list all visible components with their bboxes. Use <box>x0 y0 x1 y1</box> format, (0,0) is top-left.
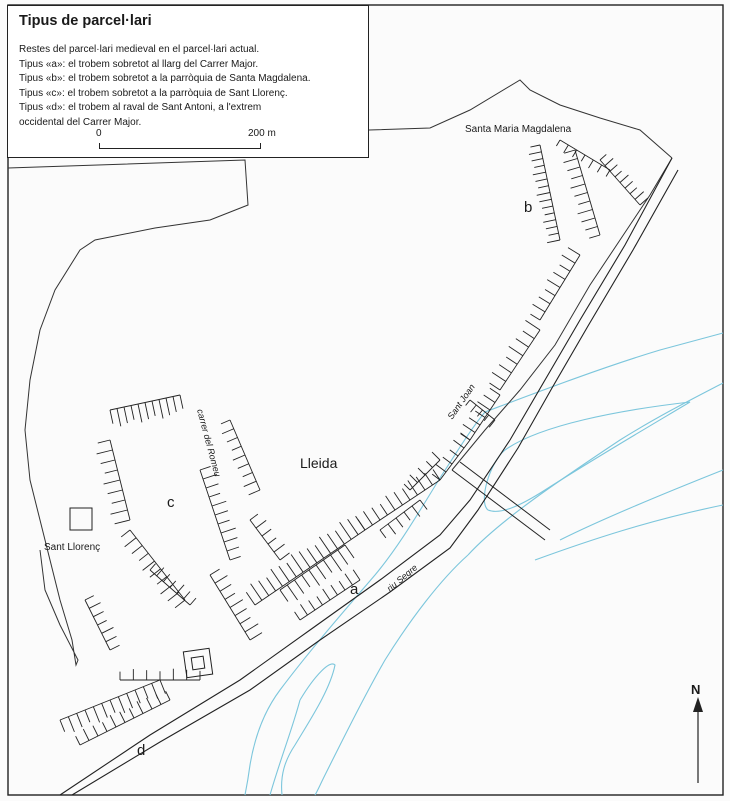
label-lleida: Lleida <box>300 455 338 471</box>
parcel-line <box>111 510 128 514</box>
parcel-line <box>125 538 136 547</box>
parcel-line <box>299 552 310 568</box>
parcel-line <box>232 446 241 450</box>
parcel-line <box>166 398 170 415</box>
parcel-line <box>418 468 425 475</box>
parcel-line <box>547 240 560 243</box>
parcel-line <box>530 314 540 320</box>
parcel-line <box>221 420 230 424</box>
parcel-line <box>215 511 228 515</box>
parcel-line <box>345 545 354 558</box>
parcel-line <box>567 167 580 171</box>
parcel-line <box>564 145 569 153</box>
parcel-line <box>112 500 125 503</box>
parcel-line <box>101 460 115 464</box>
parcel-line <box>542 206 553 208</box>
parcel-line <box>410 475 418 483</box>
parcel-line <box>60 720 65 732</box>
parcel-line <box>386 496 395 510</box>
parcel-line <box>300 604 307 615</box>
parcel-line <box>120 712 125 723</box>
parcel-line <box>175 600 185 608</box>
parcel-line <box>331 585 338 595</box>
legend-text <box>19 43 310 130</box>
parcel-line <box>127 693 133 708</box>
parcel-blocks <box>60 140 648 745</box>
parcel-line <box>221 528 236 533</box>
parcel-line <box>240 617 250 623</box>
river-channel-east-2 <box>535 505 723 560</box>
parcel-line <box>363 511 372 525</box>
parcel-line <box>97 450 113 454</box>
label-north: N <box>691 682 701 697</box>
parcel-line <box>532 159 543 161</box>
parcel-line <box>564 159 578 163</box>
parcel-line <box>77 713 82 727</box>
parcel-line <box>93 707 99 723</box>
parcel-line <box>589 235 600 238</box>
parcel-line <box>339 581 345 590</box>
parcel-line <box>372 508 380 520</box>
parcel-line <box>222 429 234 434</box>
parcel-line <box>538 186 548 188</box>
parcel-line <box>625 181 633 188</box>
parcel-line <box>215 575 227 583</box>
parcel-line <box>610 165 617 172</box>
parcel-line <box>568 248 580 255</box>
parcel-line <box>150 564 156 570</box>
parcel-line <box>76 736 80 745</box>
parcel-line <box>484 395 495 403</box>
parcel-line <box>509 346 523 355</box>
parcel-line <box>571 176 582 179</box>
parcel-line <box>110 410 113 424</box>
parcel-line <box>539 297 550 304</box>
parcel-line <box>396 518 403 527</box>
parcel-line <box>380 530 386 538</box>
parcel-line <box>530 145 540 147</box>
parcel-line <box>271 569 283 586</box>
parcel-line <box>249 490 260 495</box>
parcel-line <box>309 570 320 585</box>
parcel-line <box>335 531 344 544</box>
parcel-line <box>556 140 560 146</box>
parcel-line <box>523 331 534 339</box>
label-riu-segre: riu Segre <box>384 562 420 594</box>
parcel-line <box>115 520 130 524</box>
parcel-line <box>516 339 529 347</box>
parcel-line <box>85 710 90 722</box>
river-bar-lower <box>282 664 335 795</box>
parcel-edge <box>380 500 420 530</box>
parcel-line <box>307 548 317 562</box>
parcel-line <box>256 520 266 528</box>
parcel-line <box>560 265 570 271</box>
parcel-line <box>118 697 124 713</box>
parcel-line <box>238 464 249 469</box>
parcel-line <box>218 520 230 524</box>
parcel-edge <box>500 330 540 390</box>
parcel-line <box>630 188 637 194</box>
parcel-line <box>280 590 288 602</box>
legend-box <box>7 5 369 158</box>
parcel-line <box>323 560 332 572</box>
parcel-line <box>545 290 555 296</box>
parcel-line <box>492 372 506 381</box>
parcel-line <box>259 581 269 596</box>
parcel-line <box>380 504 387 515</box>
plaza-squares <box>70 508 213 678</box>
parcel-line <box>533 304 545 312</box>
scale-end-label: 200 m <box>248 128 276 139</box>
legend-line: Tipus «a»: el trobem sobretot al llarg del Carrer Major. <box>19 58 259 70</box>
parcel-line <box>190 598 196 605</box>
label-type-a: a <box>350 581 359 598</box>
parcel-line <box>287 585 297 600</box>
parcel-line <box>152 401 155 416</box>
parcel-line <box>93 726 98 736</box>
parcel-line <box>173 397 176 412</box>
river-bank-lower <box>270 700 300 795</box>
parcel-line <box>404 512 410 520</box>
parcel-line <box>309 600 315 610</box>
parcel-line <box>358 520 365 530</box>
parcel-edge <box>130 530 185 600</box>
parcel-line <box>245 624 258 632</box>
parcel-line <box>606 170 610 177</box>
parcel-line <box>139 553 148 560</box>
parcel-line <box>546 226 557 228</box>
parcel-line <box>224 538 237 542</box>
parcel-line <box>280 553 290 560</box>
parcel-line <box>89 603 100 609</box>
parcel-line <box>553 272 565 279</box>
city-boundary <box>8 160 248 665</box>
parcel-line <box>295 612 300 620</box>
parcel-line <box>106 636 117 641</box>
parcel-line <box>159 400 163 419</box>
parcel-line <box>537 193 550 196</box>
parcel-line <box>499 365 511 373</box>
parcel-line <box>83 729 89 740</box>
parcel-line <box>143 561 155 570</box>
parcel-line <box>105 470 118 473</box>
parcel-line <box>564 150 575 153</box>
parcel-line <box>402 489 410 500</box>
parcel-line <box>104 480 120 484</box>
parcel-line <box>543 220 555 223</box>
parcel-line <box>124 407 127 423</box>
north-arrow <box>693 697 703 783</box>
river-channel-east <box>560 470 723 540</box>
parcel-line <box>287 563 296 577</box>
parcel-line <box>433 470 440 480</box>
parcel-line <box>110 700 115 713</box>
parcel-line <box>432 474 440 480</box>
parcel-line <box>235 608 247 615</box>
parcel-line <box>143 687 148 699</box>
scale-line <box>99 143 261 149</box>
parcel-line <box>432 452 440 460</box>
parcel-line <box>597 165 601 172</box>
parcel-line <box>210 569 220 575</box>
parcel-line <box>102 627 114 633</box>
parcel-line <box>574 193 587 197</box>
parcel-line <box>227 438 238 443</box>
river-bank-south <box>468 383 723 555</box>
parcel-line <box>121 530 130 537</box>
parcel-line <box>425 473 433 485</box>
river-segre <box>245 333 723 795</box>
parcel-line <box>180 395 183 409</box>
parcel-line <box>529 152 541 155</box>
parcel-edge <box>440 440 470 480</box>
parcel-line <box>209 493 220 497</box>
parcel-line <box>331 555 342 571</box>
parcel-line <box>146 698 152 709</box>
carrer-major <box>60 158 678 795</box>
parcel-line <box>327 534 337 549</box>
parcel-line <box>243 473 253 477</box>
parcel-line <box>279 566 290 581</box>
parcel-line <box>600 154 606 160</box>
parcel-line <box>225 593 235 599</box>
parcel-line <box>102 722 107 731</box>
label-santa-maria: Santa Maria Magdalena <box>465 124 572 135</box>
label-sant-llorenc: Sant Llorenç <box>44 542 101 553</box>
parcel-line <box>110 645 120 650</box>
parcel-line <box>233 455 245 460</box>
parcel-line <box>117 409 121 427</box>
river-island <box>484 402 690 511</box>
parcel-line <box>581 218 595 222</box>
legend-line: occidental del Carrer Major. <box>19 116 142 128</box>
parcel-line <box>317 596 323 605</box>
legend-line: Tipus «b»: el trobem sobretot a la parròquia de Santa Magdalena. <box>19 73 311 84</box>
river-bank-north <box>245 412 485 795</box>
parcel-line <box>262 529 271 536</box>
parcel-line <box>160 680 165 694</box>
parcel-line <box>251 584 262 601</box>
city-boundary-north <box>369 80 672 158</box>
parcel-line <box>302 575 310 587</box>
parcel-line <box>220 584 231 591</box>
parcel-line <box>250 633 262 640</box>
parcel-line <box>547 280 560 288</box>
parcel-line <box>340 522 352 539</box>
parcel-line <box>183 591 190 599</box>
parcel-line <box>230 600 243 608</box>
parcel-line <box>535 179 547 181</box>
label-type-c: c <box>167 494 175 511</box>
legend-line: Restes del parcel·lari medieval en el parcel·lari actual. <box>19 44 260 55</box>
parcel-line <box>426 461 432 467</box>
parcel-line <box>93 612 103 617</box>
parcel-line <box>571 184 585 188</box>
city-boundary-east <box>452 158 672 470</box>
label-type-b: b <box>524 199 533 216</box>
parcel-line <box>585 227 597 231</box>
parcel-line <box>246 592 255 605</box>
label-type-d: d <box>137 742 146 759</box>
label-carrer-romeu: carrer del Romeu <box>195 407 223 478</box>
legend-line: Tipus «d»: el trobem al raval de Sant Antoni, a l'extrem <box>19 102 262 113</box>
parcel-line <box>274 544 285 552</box>
parcel-line <box>319 537 330 554</box>
river-bank-outer <box>485 333 723 412</box>
parcel-line <box>545 213 555 215</box>
parcel-line <box>267 578 276 591</box>
parcel-line <box>230 556 241 560</box>
parcel-line <box>525 320 540 330</box>
parcel-line <box>129 708 134 718</box>
parcel-line <box>227 547 239 551</box>
parcel-line <box>539 199 551 202</box>
parcel-line <box>268 538 276 544</box>
parcel-line <box>412 506 420 517</box>
parcel-line <box>177 585 184 593</box>
parcel-line <box>404 484 410 490</box>
parcel-line <box>206 484 218 488</box>
parcel-line <box>581 155 585 161</box>
parcel-line <box>620 175 628 182</box>
parcel-line <box>244 481 256 486</box>
parcel-line <box>156 695 161 705</box>
parcel-line <box>348 519 359 534</box>
parcel-line <box>85 596 94 600</box>
legend-title: Tipus de parcel·lari <box>19 13 152 29</box>
scale-start-label: 0 <box>96 128 102 139</box>
parcel-line <box>578 210 593 214</box>
parcel-line <box>98 440 110 443</box>
parcel-line <box>388 524 396 534</box>
parcel-line <box>138 404 142 422</box>
parcel-line <box>477 402 490 410</box>
parcel-line <box>316 565 326 579</box>
parcel-line <box>291 555 303 573</box>
parcel-line <box>68 717 74 732</box>
parcel-line <box>534 165 544 167</box>
parcel-line <box>200 466 211 470</box>
parcel-line <box>250 514 258 520</box>
legend-line: Tipus «c»: el trobem sobretot a la parròquia de Sant Llorenç. <box>19 87 288 99</box>
label-sant-joan: Sant Joan <box>445 382 477 422</box>
parcel-line <box>98 620 107 625</box>
parcel-line <box>549 233 559 235</box>
parcel-line <box>578 201 590 204</box>
parcel-line <box>108 490 123 494</box>
parcel-line <box>135 690 140 703</box>
parcel-line <box>394 492 402 505</box>
parcel-line <box>212 501 226 506</box>
parcel-line <box>145 403 149 420</box>
parcel-line <box>338 550 348 564</box>
parcel-line <box>588 160 593 168</box>
parcel-edge <box>250 520 280 560</box>
parcel-line <box>562 255 575 263</box>
parcel-line <box>166 691 170 700</box>
parcel-line <box>315 545 324 558</box>
parcel-line <box>635 192 644 200</box>
parcel-line <box>131 406 134 420</box>
parcel-line <box>294 580 303 593</box>
parcel-line <box>132 546 142 554</box>
parcel-line <box>605 158 613 165</box>
parcel-line <box>353 570 360 580</box>
scale-bar <box>96 128 286 152</box>
parcel-line <box>102 703 108 717</box>
parcel-line <box>110 715 116 727</box>
parcel-line <box>615 171 622 177</box>
parcel-line <box>323 589 330 600</box>
parcel-line <box>436 464 446 472</box>
parcel-line <box>506 357 517 364</box>
parcel-line <box>533 172 546 175</box>
